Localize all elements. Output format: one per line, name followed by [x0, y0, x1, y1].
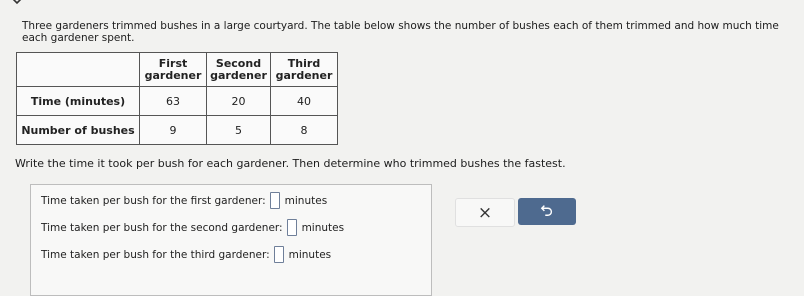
- answer-input-second[interactable]: [287, 219, 297, 236]
- cell-time-third: 40: [271, 87, 338, 116]
- cell-time-first: 63: [140, 87, 207, 116]
- undo-button[interactable]: [518, 198, 576, 225]
- cell-bushes-third: 8: [271, 116, 338, 145]
- answer-line-first: [41, 192, 327, 209]
- header-cell-empty: [17, 53, 140, 87]
- answer-label-first: Time taken per bush for the first gardener:: [41, 194, 266, 207]
- answer-line-third: [41, 246, 331, 263]
- question-prompt: Write the time it took per bush for each gardener. Then determine who trimmed bushes the fastest.: [15, 157, 566, 170]
- answer-label-third: Time taken per bush for the third gardener:: [41, 248, 270, 261]
- cell-bushes-first: 9: [140, 116, 207, 145]
- undo-icon: [540, 202, 554, 222]
- row-label-time: Time (minutes): [17, 87, 140, 116]
- header-cell-second-gardener: Second gardener: [207, 53, 271, 87]
- answer-unit-second: minutes: [301, 221, 345, 234]
- header-cell-third-gardener: Third gardener: [271, 53, 338, 87]
- answer-unit-third: minutes: [288, 248, 332, 261]
- answer-input-first[interactable]: [270, 192, 280, 209]
- close-icon: ×: [477, 202, 493, 223]
- problem-statement: Three gardeners trimmed bushes in a large courtyard. The table below shows the number of bushes each of them trimmed and how much time each gardener spent.: [22, 20, 779, 44]
- table-row: [17, 87, 338, 116]
- answer-unit-first: minutes: [284, 194, 328, 207]
- answer-label-second: Time taken per bush for the second gardener:: [41, 221, 283, 234]
- chevron-down-icon[interactable]: [10, 0, 24, 8]
- cell-bushes-second: 5: [207, 116, 271, 145]
- cell-time-second: 20: [207, 87, 271, 116]
- top-bar: [0, 0, 804, 8]
- answer-input-third[interactable]: [274, 246, 284, 263]
- header-cell-first-gardener: First gardener: [140, 53, 207, 87]
- answer-line-second: [41, 219, 344, 236]
- table-row: [17, 116, 338, 145]
- row-label-bushes: Number of bushes: [17, 116, 140, 145]
- answer-panel: [30, 184, 432, 296]
- clear-button[interactable]: [455, 198, 515, 227]
- data-table: [16, 52, 338, 145]
- table-header-row: [17, 53, 338, 87]
